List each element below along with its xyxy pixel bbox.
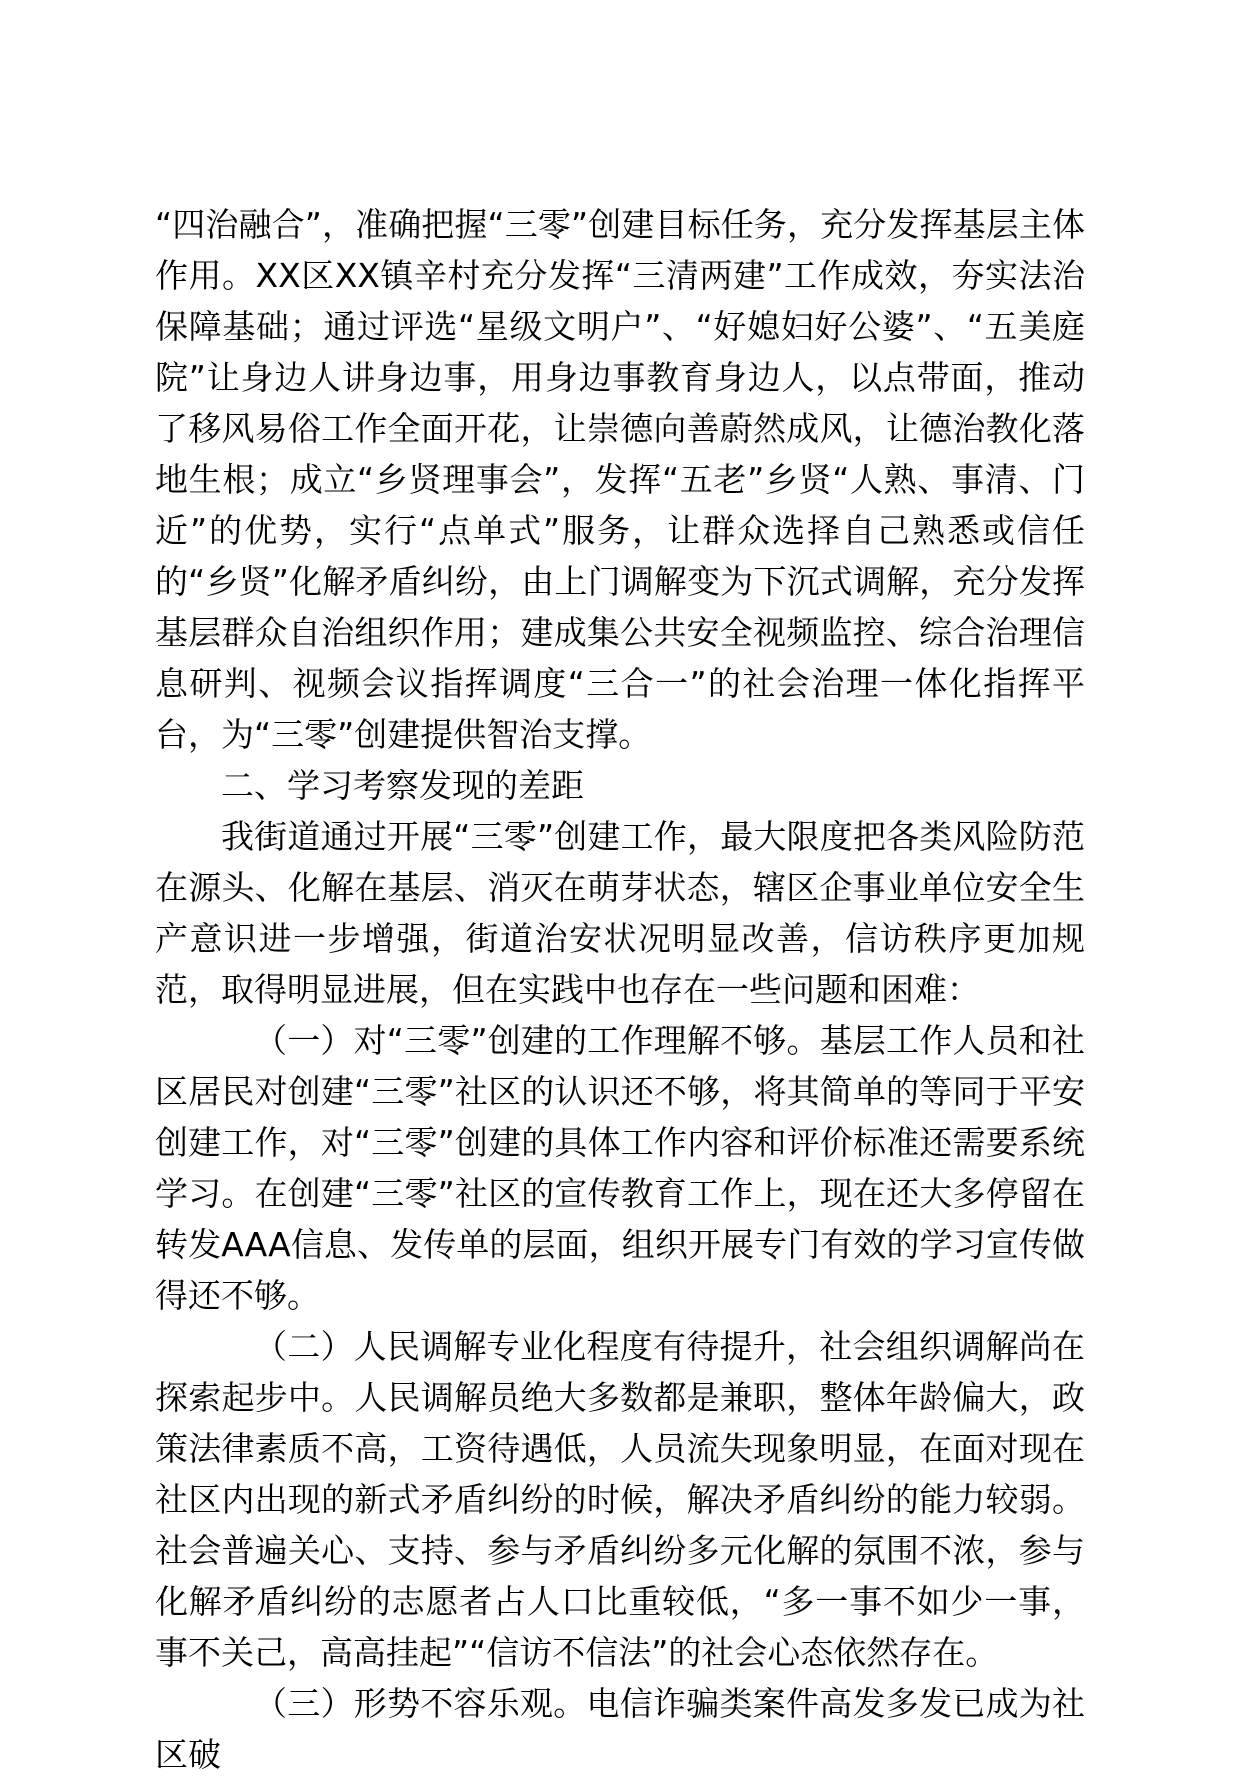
paragraph-gaps-intro: 我街道通过开展“三零”创建工作，最大限度把各类风险防范在源头、化解在基层、消灭在萌芽状态，辖区企事业单位安全生产意识进一步增强，街道治安状况明显改善，信访秩序更加规范，取得明显进展，但在实践中也存在一些问题和困难： (155, 817, 1085, 1009)
paragraph-four-governance: “四治融合”，准确把握“三零”创建目标任务，充分发挥基层主体作用。XX区XX镇辛村充分发挥“三清两建”工作成效，夯实法治保障基础；通过评选“星级文明户”、“好媳妇好公婆”、“五美庭院”让身边人讲身边事，用身边事教育身边人，以点带面，推动了移风易俗工作全面开花，让崇德向善蔚然成风，让德治教化落地生根；成立“乡贤理事会”，发挥“五老”乡贤“人熟、事清、门近”的优势，实行“点单式”服务，让群众选择自己熟悉或信任的“乡贤”化解矛盾纠纷，由上门调解变为下沉式调解，充分发挥基层群众自治组织作用；建成集公共安全视频监控、综合治理信息研判、视频会议指挥调度“三合一”的社会治理一体化指挥平台，为“三零”创建提供智治支撑。 (155, 205, 1085, 754)
document-page (155, 199, 1085, 1780)
paragraph-issue-three: （三）形势不容乐观。电信诈骗类案件高发多发已成为社区破 (155, 1684, 1085, 1774)
paragraph-issue-two: （二）人民调解专业化程度有待提升，社会组织调解尚在探索起步中。人民调解员绝大多数都是兼职，整体年龄偏大，政策法律素质不高，工资待遇低，人员流失现象明显，在面对现在社区内出现的新式矛盾纠纷的时候，解决矛盾纠纷的能力较弱。社会普遍关心、支持、参与矛盾纠纷多元化解的氛围不浓，参与化解矛盾纠纷的志愿者占人口比重较低，“多一事不如少一事，事不关己，高高挂起”“信访不信法”的社会心态依然存在。 (155, 1327, 1085, 1672)
section-heading-gaps: 二、学习考察发现的差距 (221, 766, 584, 805)
paragraph-issue-one: （一）对“三零”创建的工作理解不够。基层工作人员和社区居民对创建“三零”社区的认识还不够，将其简单的等同于平安创建工作，对“三零”创建的具体工作内容和评价标准还需要系统学习。在创建“三零”社区的宣传教育工作上，现在还大多停留在转发AAA信息、发传单的层面，组织开展专门有效的学习宣传做得还不够。 (155, 1021, 1085, 1315)
